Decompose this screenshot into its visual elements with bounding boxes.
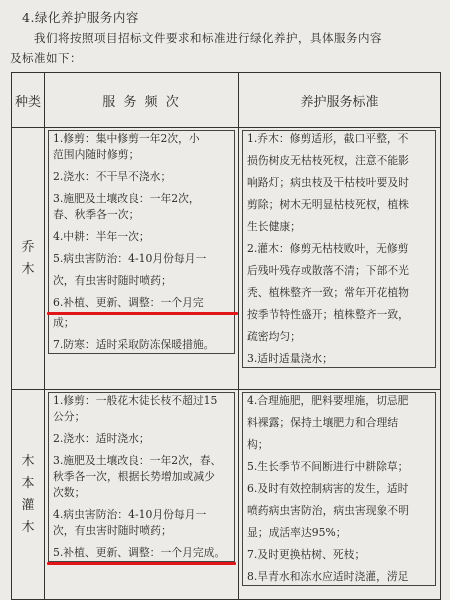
section-heading: 4.绿化养护服务内容 xyxy=(22,10,139,25)
category-cell xyxy=(12,390,45,600)
header-type: 种类 xyxy=(12,73,45,128)
text-line: 显；成活率达95%； xyxy=(247,526,347,539)
category-cell xyxy=(12,128,45,390)
header-frequency: 服 务 频 次 xyxy=(45,73,239,128)
category-char: 灌 xyxy=(21,497,35,513)
text-line: 次数； xyxy=(53,486,86,499)
text-line: 春、秋季各一次； xyxy=(53,208,140,221)
text-line: 构； xyxy=(247,438,269,451)
text-line: 1.修剪：一般花木徒长枝不超过15 xyxy=(53,394,218,407)
text-line: 3.适时适量浇水； xyxy=(247,352,333,365)
text-line: 2.浇水：适时浇水； xyxy=(53,432,150,445)
text-line: 次，有虫害时随时喷药； xyxy=(53,274,172,287)
category-char: 乔 xyxy=(21,239,35,255)
text-line: 1.乔木：修剪适形，截口平整，不 xyxy=(247,132,409,145)
highlighted-line: 5.补植、更新、调整：一个月完成。 xyxy=(53,546,226,559)
text-line: 成； xyxy=(53,316,75,329)
text-line: 2.浇水：不干旱不浇水； xyxy=(53,170,172,183)
text-line: 5.生长季节不间断进行中耕除草； xyxy=(247,460,409,473)
text-line: 4.中耕：半年一次； xyxy=(53,230,150,243)
text-line: 料裸露；保持土壤肥力和合理结 xyxy=(247,416,399,429)
frequency-cell xyxy=(45,128,239,390)
text-line: 范围内随时修剪； xyxy=(53,148,140,161)
service-table xyxy=(11,72,441,600)
standard-cell xyxy=(239,390,441,600)
red-underline xyxy=(47,562,236,565)
text-line: 秋季各一次，根据长势增加或减少 xyxy=(53,470,215,483)
intro-line-1: 我们将按照项目招标文件要求和标准进行绿化养护，具体服务内容 xyxy=(34,31,382,45)
frequency-box xyxy=(48,392,235,562)
frequency-box xyxy=(48,130,235,354)
text-line: 响路灯；病虫枝及干枯枝叶要及时 xyxy=(247,176,409,189)
table-header-row xyxy=(12,73,441,128)
text-line: 疏密均匀； xyxy=(247,330,301,343)
text-line: 7.防寒：适时采取防冻保暖措施。 xyxy=(53,338,215,351)
header-standard: 养护服务标准 xyxy=(239,73,441,128)
text-line: 7.及时更换枯树、死枝； xyxy=(247,548,366,561)
text-line: 1.修剪：集中修剪一年2次，小 xyxy=(53,132,200,145)
text-line: 8.旱青水和冻水应适时浇灌，涝足 xyxy=(247,570,409,583)
text-line: 按季节特性盛开；植株整齐一致， xyxy=(247,308,409,321)
text-line: 秃、植株整齐一致；常年开花植物 xyxy=(247,286,409,299)
frequency-cell xyxy=(45,390,239,600)
text-line: 4.合理施肥，肥料要埋施，切忌肥 xyxy=(247,394,409,407)
text-line: 后残叶残存或散落不清；下部不光 xyxy=(247,264,409,277)
red-underline xyxy=(47,312,238,315)
text-line: 3.施肥及土壤改良：一年2次，春、 xyxy=(53,454,222,467)
intro-line-2: 及标准如下： xyxy=(10,51,82,65)
text-line: 公分； xyxy=(53,410,86,423)
text-line: 喷药病虫害防治，病虫害现象不明 xyxy=(247,504,409,517)
text-line: 次，有虫害时随时喷药； xyxy=(53,524,172,537)
highlighted-line: 6.补植、更新、调整：一个月完 xyxy=(53,296,204,309)
standard-cell xyxy=(239,128,441,390)
text-line: 6.及时有效控制病害的发生，适时 xyxy=(247,482,409,495)
category-char: 木 xyxy=(21,453,35,469)
text-line: 生长健康； xyxy=(247,220,301,233)
standard-box xyxy=(242,130,436,368)
table-row-tree xyxy=(12,128,441,390)
category-char: 木 xyxy=(21,519,35,535)
text-line: 4.病虫害防治：4-10月份每月一 xyxy=(53,508,207,521)
text-line: 剪除；树木无明显枯枝死杈，植株 xyxy=(247,198,409,211)
text-line: 损伤树皮无枯枝死杈，注意不能影 xyxy=(247,154,409,167)
standard-box xyxy=(242,392,436,586)
category-char: 木 xyxy=(21,261,35,277)
text-line: 5.病虫害防治：4-10月份每月一 xyxy=(53,252,207,265)
text-line: 2.灌木：修剪无枯枝败叶，无修剪 xyxy=(247,242,409,255)
category-char: 本 xyxy=(21,475,35,491)
table-row-shrub xyxy=(12,390,441,600)
text-line: 3.施肥及土壤改良：一年2次， xyxy=(53,192,200,205)
